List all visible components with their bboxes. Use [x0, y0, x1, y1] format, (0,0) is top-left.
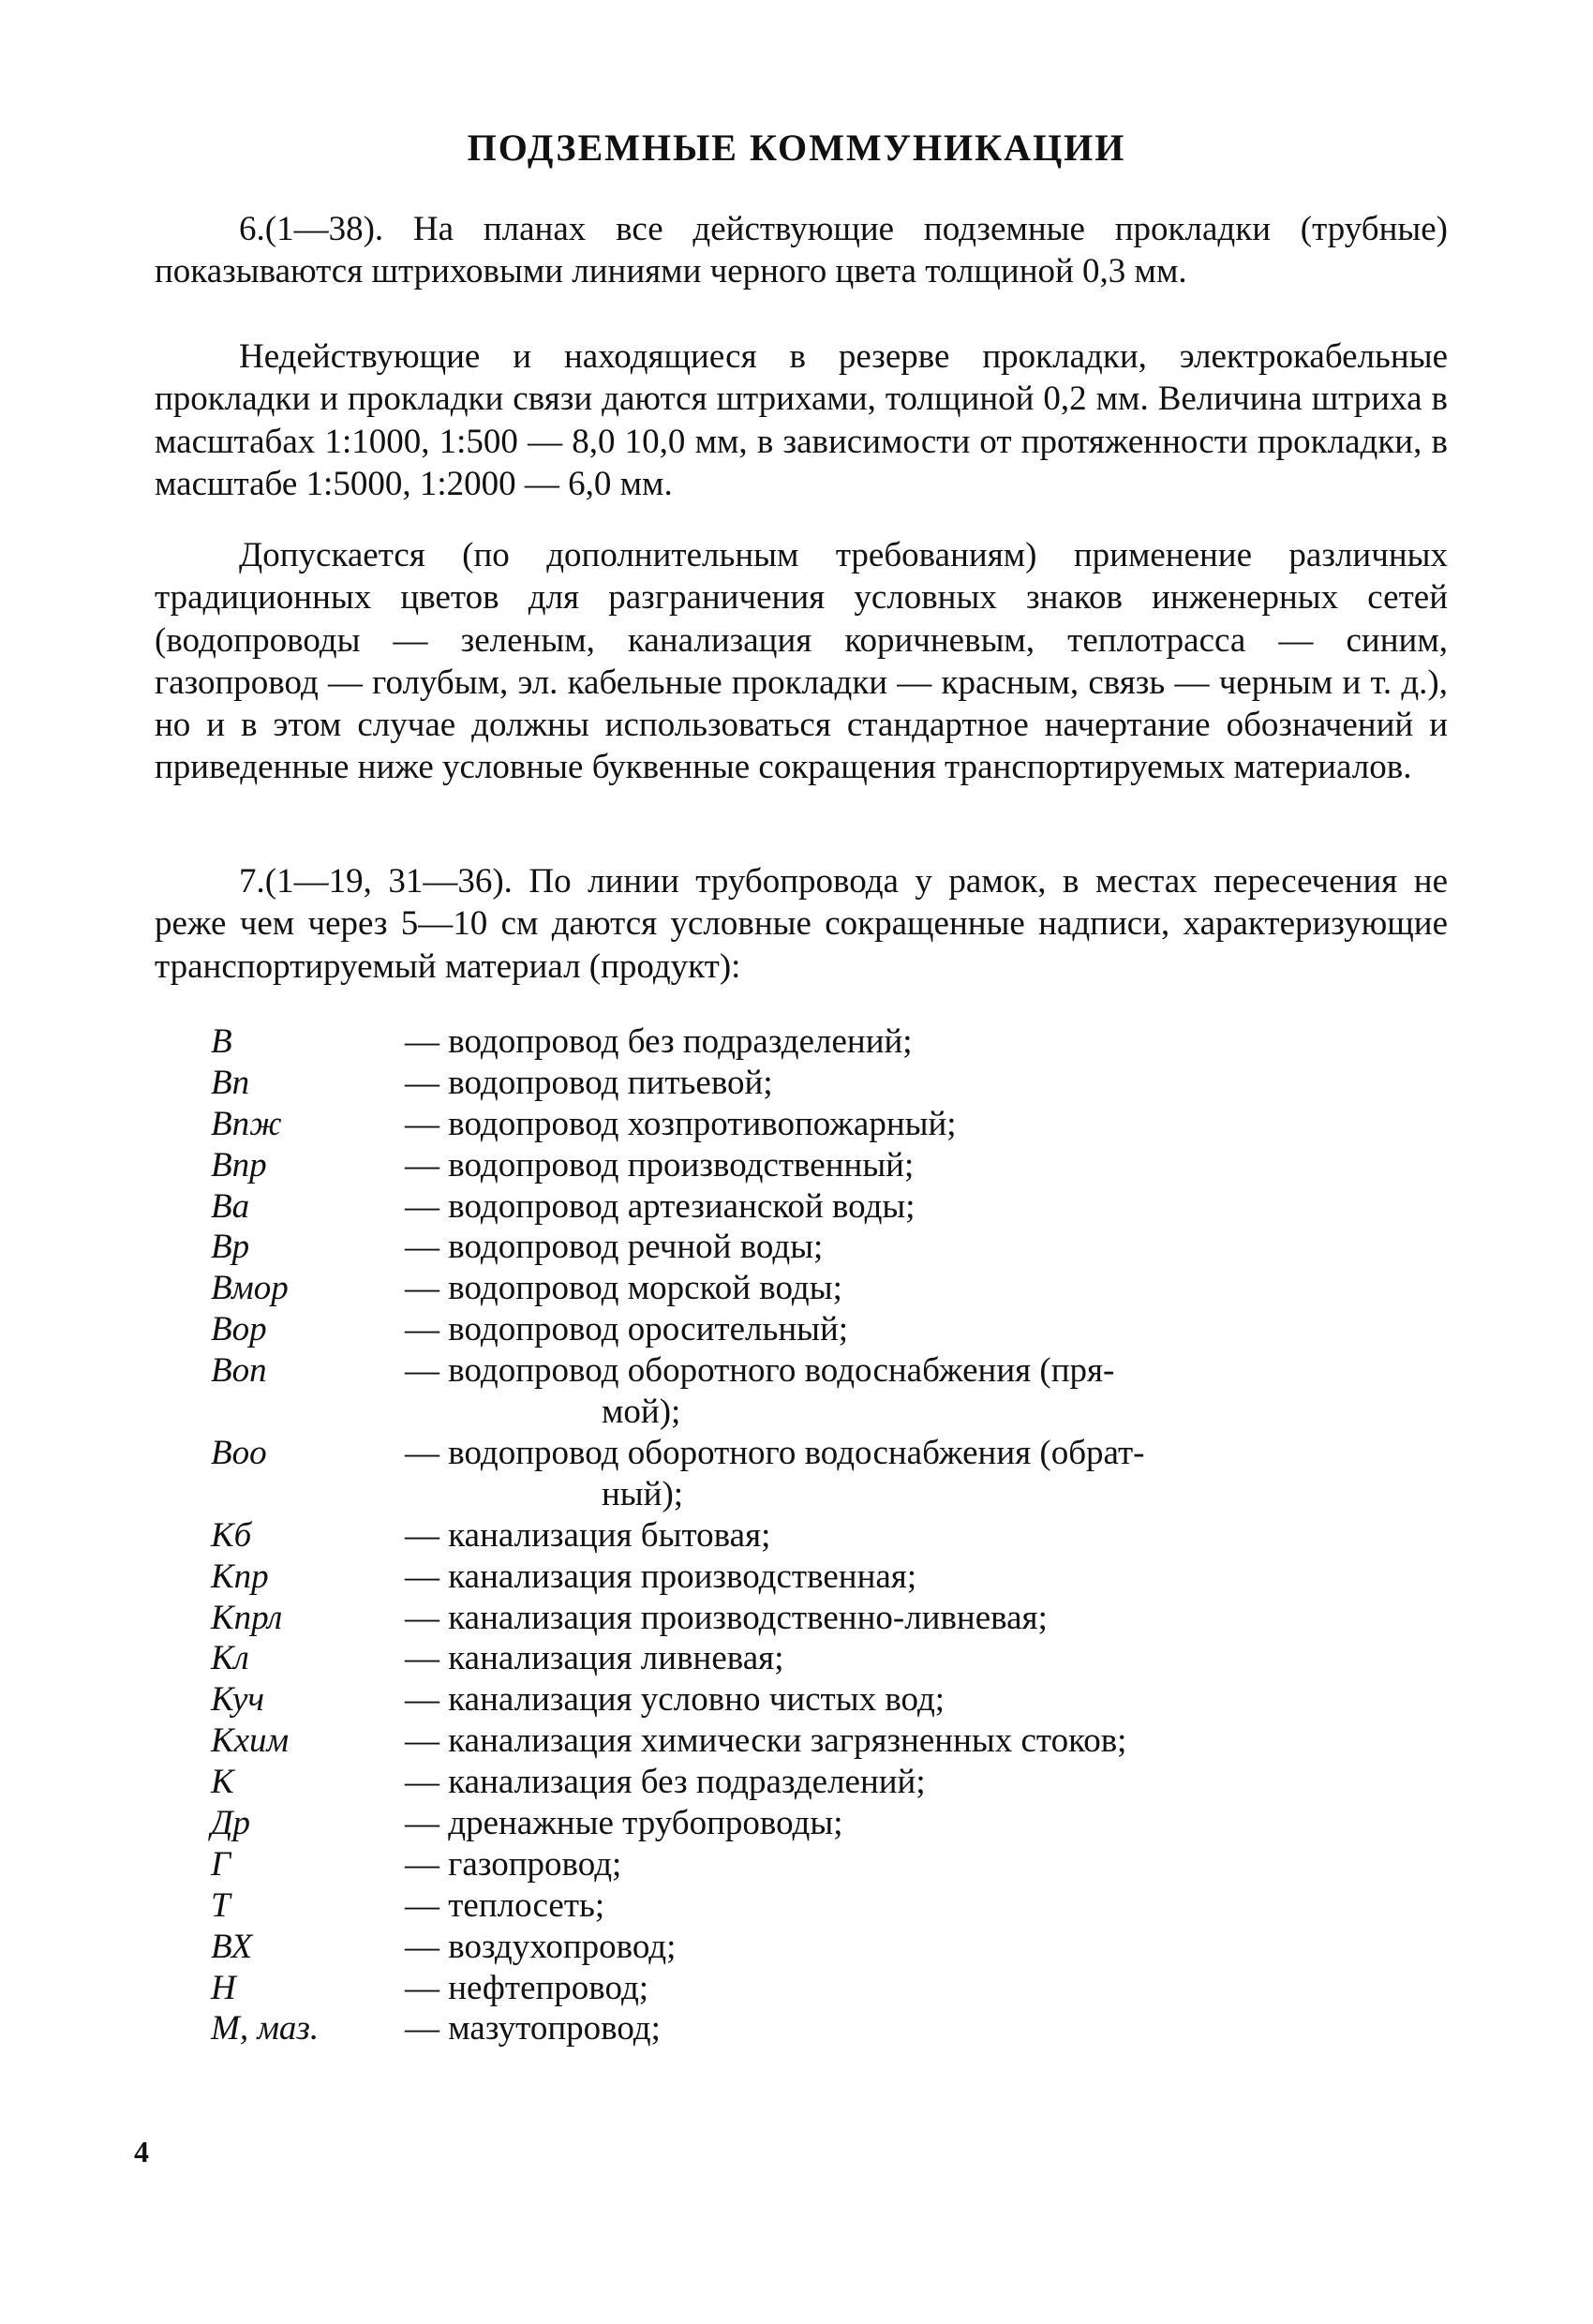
abbreviation-description: — канализация бытовая; [405, 1515, 771, 1555]
abbreviation-description: — водопровод оросительный; [405, 1310, 849, 1349]
abbreviation-description: — газопровод; [405, 1844, 622, 1884]
list-item [0, 1679, 1593, 1721]
list-item [0, 1598, 1593, 1639]
abbreviation-code: Куч [211, 1680, 265, 1720]
list-item [0, 2008, 1593, 2049]
abbreviation-code: Вмор [211, 1269, 289, 1308]
abbreviation-code: Н [211, 1968, 236, 2007]
abbreviation-description: — водопровод без подразделений; [405, 1022, 913, 1061]
list-item [0, 1638, 1593, 1679]
abbreviation-code: Т [211, 1885, 231, 1925]
abbreviation-code: Др [211, 1803, 251, 1842]
paragraph-colors: Допускается (по дополнительным требованиям) применение различных традиционных цветов для разграничения условных знаков инженерных сетей (водопроводы — зеленым, канализация коричневым, теплотрасса — синим, газопровод — голубым, эл. кабельные прокладки — красным, связь — черным и т. д.), но и в этом случае должны использоваться стандартное начертание обозначений и приведенные ниже условные буквенные сокращения транспортируемых материалов. [155, 536, 1448, 787]
abbreviation-code: Кпрл [211, 1598, 283, 1637]
abbreviation-description: — канализация условно чистых вод; [405, 1680, 945, 1720]
description-line: — водопровод оборотного водоснабжения (пря- [405, 1351, 1115, 1391]
abbreviation-code: Ва [211, 1186, 250, 1226]
abbreviation-code: Г [211, 1844, 231, 1884]
list-item [0, 1762, 1593, 1803]
abbreviation-description [405, 1350, 1379, 1433]
abbreviation-code: Кхим [211, 1721, 290, 1761]
list-item [0, 1803, 1593, 1844]
abbreviation-description: — дренажные трубопроводы; [405, 1803, 843, 1842]
abbreviation-description: — воздухопровод; [405, 1927, 677, 1966]
paragraph-6: 6.(1—38). На планах все действующие подземные прокладки (трубные) показываются штриховыми линиями черного цвета толщиной 0,3 мм. [155, 210, 1448, 291]
page-number: 4 [134, 2135, 149, 2168]
abbreviation-description: — водопровод производственный; [405, 1145, 915, 1184]
abbreviation-code: Воо [211, 1433, 267, 1472]
list-item [0, 1063, 1593, 1104]
abbreviation-description: — мазутопровод; [405, 2009, 661, 2048]
abbreviation-description: — водопровод морской воды; [405, 1269, 842, 1308]
description-continuation: ный); [602, 1474, 684, 1513]
abbreviation-description: — водопровод хозпротивопожарный; [405, 1104, 957, 1143]
list-item [0, 1433, 1593, 1515]
abbreviation-code: Воп [211, 1351, 267, 1391]
abbreviation-code: ВХ [211, 1927, 253, 1966]
abbreviation-description: — теплосеть; [405, 1885, 605, 1925]
abbreviation-description: — канализация химически загрязненных стоков; [405, 1721, 1127, 1761]
section-title: ПОДЗЕМНЫЕ КОММУНИКАЦИИ [467, 127, 1126, 169]
abbreviation-code: Вор [211, 1310, 267, 1349]
abbreviation-code: Вр [211, 1228, 250, 1267]
abbreviation-description: — канализация производственно-ливневая; [405, 1598, 1048, 1637]
list-item [0, 1309, 1593, 1350]
abbreviation-list [0, 1021, 1593, 2049]
abbreviation-code: К [211, 1763, 234, 1802]
abbreviation-description: — канализация без подразделений; [405, 1763, 926, 1802]
abbreviation-code: Вп [211, 1063, 250, 1102]
list-item [0, 1145, 1593, 1186]
list-item [0, 1350, 1593, 1433]
list-item [0, 1927, 1593, 1968]
list-item [0, 1268, 1593, 1309]
paragraph-7: 7.(1—19, 31—36). По линии трубопровода у рамок, в местах пересечения не реже чем через 5—10 см даются условные сокращенные надписи, характеризующие транспортируемый материал (продукт): [155, 862, 1448, 986]
abbreviation-description: — водопровод речной воды; [405, 1228, 824, 1267]
abbreviation-description: — нефтепровод; [405, 1968, 649, 2007]
list-item [0, 1186, 1593, 1228]
list-item [0, 1515, 1593, 1557]
paragraph-dashes: Недействующие и находящиеся в резерве прокладки, электрокабельные прокладки и прокладки связи даются штрихами, толщиной 0,2 мм. Величина штриха в масштабах 1:1000, 1:500 — 8,0 10,0 мм, в зависимости от протяженности прокладки, в масштабе 1:5000, 1:2000 — 6,0 мм. [155, 337, 1448, 503]
abbreviation-description [405, 1433, 1379, 1515]
abbreviation-code: В [211, 1022, 232, 1061]
list-item [0, 1721, 1593, 1762]
abbreviation-code: Впр [211, 1145, 267, 1184]
abbreviation-code: Кб [211, 1515, 252, 1555]
abbreviation-code: Впж [211, 1104, 282, 1143]
description-continuation: мой); [602, 1393, 681, 1432]
description-line: — водопровод оборотного водоснабжения (обрат- [405, 1433, 1145, 1472]
list-item [0, 1968, 1593, 2009]
abbreviation-description: — канализация ливневая; [405, 1639, 784, 1678]
list-item [0, 1104, 1593, 1145]
list-item [0, 1557, 1593, 1598]
abbreviation-description: — водопровод питьевой; [405, 1063, 773, 1102]
list-item [0, 1021, 1593, 1063]
abbreviation-code: М, маз. [211, 2009, 320, 2048]
list-item [0, 1885, 1593, 1927]
list-item [0, 1844, 1593, 1885]
abbreviation-description: — канализация производственная; [405, 1557, 917, 1596]
abbreviation-description: — водопровод артезианской воды; [405, 1186, 916, 1226]
abbreviation-code: Кпр [211, 1557, 269, 1596]
list-item [0, 1227, 1593, 1268]
abbreviation-code: Кл [211, 1639, 249, 1678]
